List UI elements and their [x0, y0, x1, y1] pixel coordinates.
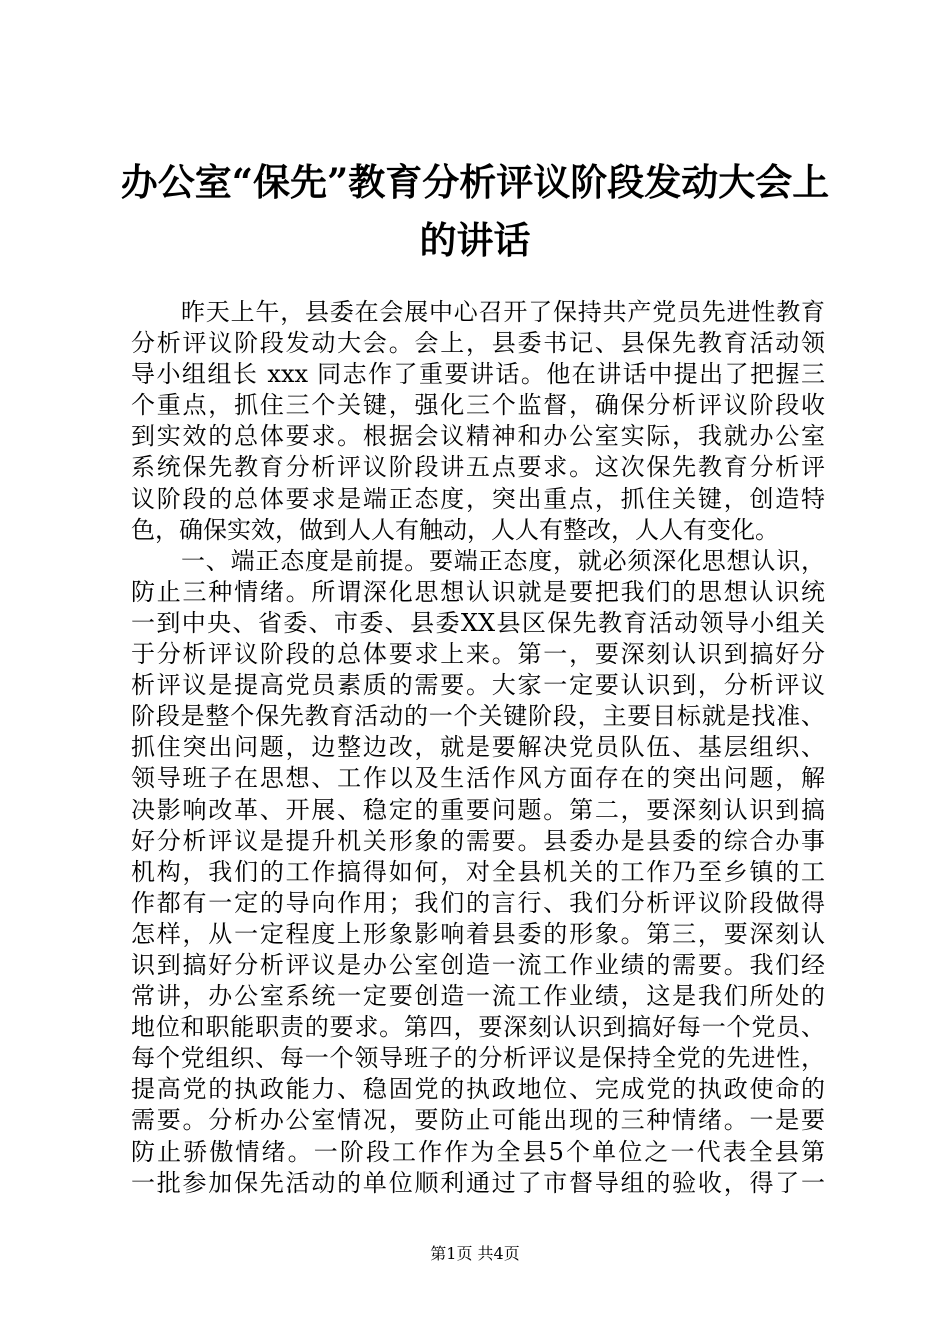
paragraph-line: 个重点，抓住三个关键，强化三个监督，确保分析评议阶段收: [131, 391, 825, 420]
paragraph-line: 机构，我们的工作搞得如何，对全县机关的工作乃至乡镇的工: [131, 857, 825, 886]
paragraph-line: 一、端正态度是前提。要端正态度，就必须深化思想认识，: [181, 546, 825, 575]
paragraph-line: 系统保先教育分析评议阶段讲五点要求。这次保先教育分析评: [131, 453, 825, 482]
document-body: [131, 297, 825, 1199]
paragraph-line: 每个党组织、每一个领导班子的分析评议是保持全党的先进性，: [131, 1044, 825, 1073]
paragraph-line: 提高党的执政能力、稳固党的执政地位、完成党的执政使命的: [131, 1075, 825, 1104]
paragraph-line: 一批参加保先活动的单位顺利通过了市督导组的验收，得了一: [131, 1168, 825, 1197]
paragraph-line: 作都有一定的导向作用；我们的言行、我们分析评议阶段做得: [131, 888, 825, 917]
paragraph-line: 领导班子在思想、工作以及生活作风方面存在的突出问题，解: [131, 764, 825, 793]
paragraph-line: 怎样，从一定程度上形象影响着县委的形象。第三，要深刻认: [131, 919, 825, 948]
paragraph-line: 决影响改革、开展、稳定的重要问题。第二，要深刻认识到搞: [131, 795, 825, 824]
paragraph-line: 需要。分析办公室情况，要防止可能出现的三种情绪。一是要: [131, 1106, 825, 1135]
paragraph-line: 昨天上午，县委在会展中心召开了保持共产党员先进性教育: [181, 298, 825, 326]
page-footer: 第1页 共4页: [430, 1244, 520, 1263]
paragraph-line: 防止骄傲情绪。一阶段工作作为全县5个单位之一代表全县第: [131, 1137, 825, 1166]
paragraph-line: 到实效的总体要求。根据会议精神和办公室实际，我就办公室: [131, 422, 825, 451]
document-title-line-1: 办公室“保先”教育分析评议阶段发动大会上: [120, 160, 830, 204]
paragraph-line: 导小组组长 xxx 同志作了重要讲话。他在讲话中提出了把握三: [131, 360, 825, 389]
paragraph-line: 分析评议阶段发动大会。会上，县委书记、县保先教育活动领: [131, 329, 825, 358]
paragraph-line: 于分析评议阶段的总体要求上来。第一，要深刻认识到搞好分: [131, 640, 825, 669]
paragraph-line: 防止三种情绪。所谓深化思想认识就是要把我们的思想认识统: [131, 577, 825, 606]
paragraph-line: 识到搞好分析评议是办公室创造一流工作业绩的需要。我们经: [131, 950, 825, 979]
paragraph-line: 色，确保实效，做到人人有触动，人人有整改，人人有变化。: [131, 515, 779, 544]
paragraph-line: 议阶段的总体要求是端正态度，突出重点，抓住关键，创造特: [131, 484, 825, 513]
document-title-line-2: 的讲话: [419, 218, 531, 262]
paragraph-line: 好分析评议是提升机关形象的需要。县委办是县委的综合办事: [131, 826, 825, 855]
paragraph-line: 阶段是整个保先教育活动的一个关键阶段，主要目标就是找准、: [131, 702, 825, 731]
paragraph-line: 抓住突出问题，边整边改，就是要解决党员队伍、基层组织、: [131, 733, 825, 762]
paragraph-line: 一到中央、省委、市委、县委XX县区保先教育活动领导小组关: [131, 608, 825, 637]
paragraph-line: 地位和职能职责的要求。第四，要深刻认识到搞好每一个党员、: [131, 1013, 825, 1042]
paragraph-line: 析评议是提高党员素质的需要。大家一定要认识到，分析评议: [131, 671, 825, 700]
paragraph-line: 常讲，办公室系统一定要创造一流工作业绩，这是我们所处的: [131, 982, 825, 1011]
